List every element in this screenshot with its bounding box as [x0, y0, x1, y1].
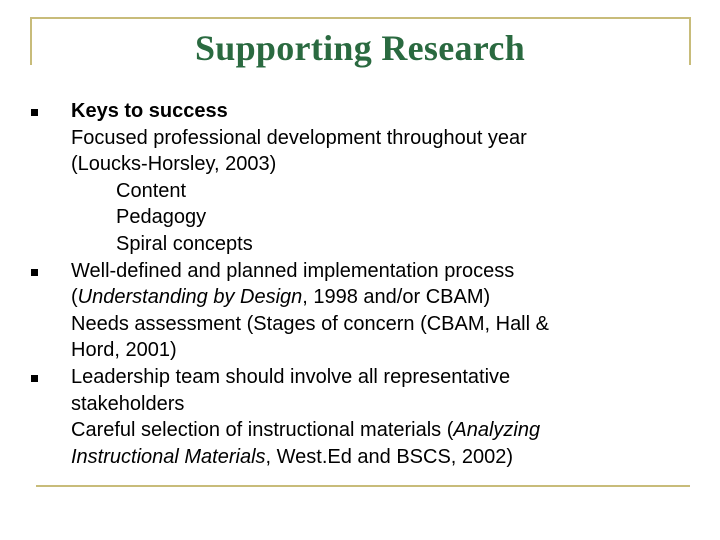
sub-item-content: Content [116, 179, 187, 202]
square-bullet-icon [31, 109, 38, 116]
frame-bottom-rule [36, 485, 690, 487]
bullet-text-line: stakeholders [71, 392, 185, 415]
bullet-leadership-team [30, 364, 690, 470]
bullet-text-line: (Loucks-Horsley, 2003) [71, 153, 277, 176]
citation-rest: , West.Ed and BSCS, 2002) [265, 445, 514, 468]
bullet-keys-to-success [30, 98, 690, 258]
citation-title: Instructional Materials [71, 445, 266, 468]
bullet-text-line: Well-defined and planned implementation process [71, 259, 515, 282]
bullet-implementation-process [30, 258, 690, 364]
paren-open: ( [71, 286, 78, 309]
sub-item-pedagogy: Pedagogy [116, 206, 207, 229]
bullet-list [30, 98, 690, 470]
bullet-heading: Keys to success [71, 100, 228, 122]
bullet-text-line: Needs assessment (Stages of concern (CBAM, Hall & [71, 312, 549, 335]
bullet-text-line: Hord, 2001) [71, 339, 177, 362]
sub-item-spiral-concepts: Spiral concepts [116, 232, 253, 255]
citation-title: Understanding by Design [77, 286, 303, 309]
square-bullet-icon [31, 269, 38, 276]
frame-top-rule [30, 17, 690, 19]
bullet-text-line: Focused professional development throughout year [71, 126, 527, 149]
citation-title: Analyzing [453, 419, 541, 442]
bullet-text-line [71, 444, 690, 471]
square-bullet-icon [31, 375, 38, 382]
bullet-text-line [71, 417, 690, 444]
bullet-text-line: Leadership team should involve all representative [71, 365, 511, 388]
slide-title: Supporting Research [194, 28, 526, 68]
citation-text: Careful selection of instructional materials ( [71, 419, 454, 442]
bullet-text-line [71, 284, 690, 311]
citation-rest: , 1998 and/or CBAM) [302, 286, 491, 309]
